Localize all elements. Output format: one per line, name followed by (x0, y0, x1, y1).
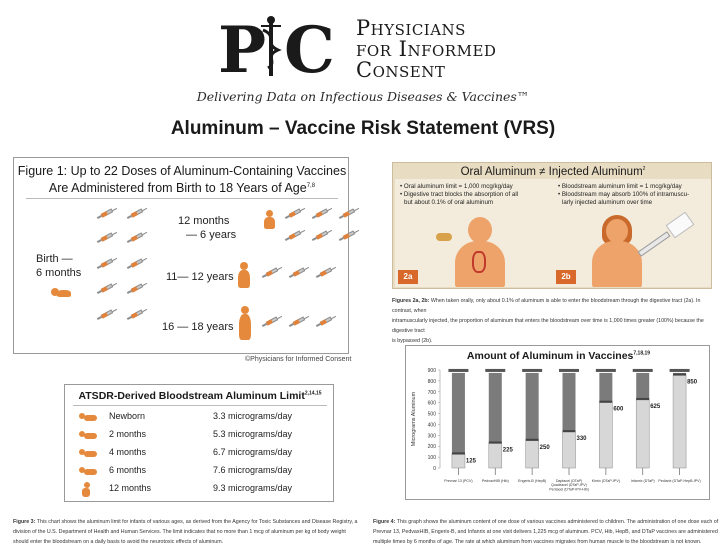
figure1-title (14, 164, 350, 196)
label-birth (36, 252, 81, 280)
logo-letter-c: C (284, 13, 331, 82)
figure3-caption-label: Figure 3: (13, 519, 36, 525)
label-birth-line1: Birth — (36, 253, 73, 265)
syringe-icon (126, 255, 148, 271)
syringe-plunger-cap (448, 369, 468, 372)
syringe-icon (126, 229, 148, 245)
caduceus-icon (261, 16, 281, 76)
y-axis-label: Micrograms Aluminum (411, 391, 417, 447)
chart-title (406, 350, 711, 362)
page-title: Aluminum – Vaccine Risk Statement (VRS) (170, 118, 556, 139)
syringe-icon (288, 264, 310, 280)
y-tick-label: 700 (427, 389, 436, 396)
syringe-stopper (563, 430, 576, 432)
org-name-line2: for Informed (356, 37, 497, 61)
row-age: 2 months (109, 429, 147, 439)
syringe-icon (96, 280, 118, 296)
syringe-barrel-empty (452, 373, 465, 454)
tagline: Delivering Data on Infectious Diseases & Vaccines™ (196, 89, 530, 104)
y-tick-label: 900 (427, 368, 436, 374)
syringe-icon (638, 231, 671, 257)
syringe-icon (126, 306, 148, 322)
x-tick-label-line: Pentacel (DTaP-IPV-Hib) (549, 487, 589, 492)
syringe-icon (126, 205, 148, 221)
row-age: Newborn (109, 411, 146, 421)
syringe-plunger-cap (485, 369, 505, 372)
oral-panel-2a (395, 179, 553, 287)
stomach-icon (472, 251, 486, 273)
x-tick-label: Pediarix (DTaP-HepB-IPV) (658, 479, 701, 483)
row-limit: 5.3 micrograms/day (213, 429, 293, 439)
syringe-plunger-cap (633, 369, 653, 372)
label-12m-line2: — 6 years (186, 229, 237, 241)
x-tick-label: Prevnar 13 (PCV) (444, 479, 473, 483)
syringe-icon (96, 229, 118, 245)
bar (452, 454, 465, 468)
bar (636, 400, 649, 468)
y-tick-label: 400 (427, 422, 436, 429)
figure1-title-line1: Figure 1: Up to 22 Doses of Aluminum-Containing Vaccines (17, 164, 347, 178)
syringe-plunger-cap (559, 369, 579, 372)
syringe-icon (96, 306, 118, 322)
data-label: 600 (613, 406, 624, 413)
bar (599, 403, 612, 468)
bullet: • Digestive tract blocks the absorption of all (400, 191, 519, 198)
oral-bullets-2b (558, 183, 689, 207)
row-age: 6 months (109, 465, 147, 475)
y-tick-label: 200 (427, 444, 436, 451)
infant-icon (79, 448, 99, 458)
row-limit: 9.3 micrograms/day (213, 483, 293, 493)
figure1-doses-panel (13, 157, 349, 354)
figure2-caption-label: Figures 2a, 2b: (392, 298, 430, 304)
table-row (73, 481, 327, 498)
figure2-caption-line3: is bypassed (2b). (392, 338, 433, 344)
data-label: 125 (465, 458, 476, 465)
syringe-icon (284, 227, 306, 243)
row-limit: 3.3 micrograms/day (213, 411, 293, 421)
syringe-barrel-empty (489, 373, 502, 444)
data-label: 850 (687, 379, 698, 386)
label-11y: 11— 12 years (166, 271, 234, 283)
table-row (73, 427, 327, 444)
figure3-caption (13, 517, 363, 547)
syringe-stopper (673, 373, 686, 375)
syringe-icon (315, 313, 337, 329)
label-birth-line2: 6 months (36, 267, 82, 279)
figure4-caption-label: Figure 4: (373, 519, 396, 525)
data-label: 330 (576, 436, 587, 443)
y-tick-label: 600 (427, 400, 436, 407)
row-age: 4 months (109, 447, 147, 457)
food-icon (436, 233, 452, 241)
oral-bullets-2a (400, 183, 518, 207)
syringe-icon (338, 205, 360, 221)
bar (563, 432, 576, 468)
y-tick-label: 300 (427, 433, 436, 440)
label-16y: 16 — 18 years (162, 321, 234, 333)
x-tick-label-line: Daptacel (DTaP) (555, 479, 583, 483)
table-row (73, 409, 327, 426)
infant-icon (79, 412, 99, 422)
y-tick-label: 0 (433, 466, 436, 472)
atsdr-limit-table (64, 384, 334, 502)
figure1-divider (26, 198, 338, 199)
figure3-caption-line1: This chart shows the aluminum limit for infants of various ages, as derived from the Agency for Toxic Substances and Disease Registry, a (36, 519, 358, 525)
chart-title-text: Amount of Aluminum in Vaccines (466, 350, 634, 362)
figure2-caption-line2: intramuscularly injected, the proportion of aluminum that enters the bloodstream over time is 1,000 times greater (100%) because the digestive tract (392, 318, 704, 334)
x-tick-label-line: Quadracel (DTaP-IPV) (551, 483, 587, 488)
oral-title-refs: 2 (642, 166, 646, 173)
syringe-barrel-empty (636, 373, 649, 400)
tag-2b: 2b (556, 270, 576, 284)
atsdr-title (65, 390, 335, 402)
syringe-stopper (452, 452, 465, 454)
tag-2a: 2a (398, 270, 418, 284)
bullet: • Bloodstream may absorb 100% of intramuscu- (558, 191, 690, 198)
atsdr-divider (73, 405, 327, 406)
figure4-caption (373, 517, 723, 547)
syringe-icon (261, 313, 283, 329)
syringe-icon (338, 227, 360, 243)
oral-vs-injected-panel (392, 162, 712, 289)
syringe-stopper (636, 398, 649, 400)
label-12m-line1: 12 months (178, 215, 230, 227)
figure1-title-line2: Are Administered from Birth to 18 Years of Age (48, 181, 307, 196)
syringe-plunger-cap (670, 369, 690, 372)
row-age: 12 months (109, 483, 152, 493)
x-tick-label: Engerix-B (HepB) (518, 479, 547, 483)
data-label: 225 (502, 447, 513, 454)
infant-icon (79, 466, 99, 476)
table-row (73, 463, 327, 480)
bar (673, 375, 686, 468)
syringe-icon (315, 264, 337, 280)
syringe-barrel-empty (563, 373, 576, 432)
y-tick-label: 100 (427, 455, 436, 462)
syringe-stopper (599, 401, 612, 403)
oral-title (393, 166, 713, 178)
oral-panel-2b (553, 179, 711, 287)
logo-mark (218, 12, 352, 96)
bullet: larly injected aluminum over time (562, 199, 653, 206)
bullet: • Bloodstream aluminum limit = 1 mcg/kg/day (558, 183, 682, 190)
pic-logo-mark-svg (218, 12, 352, 82)
bar (526, 441, 539, 468)
syringe-icon (288, 313, 310, 329)
infant-icon (79, 430, 99, 440)
chart-title-refs: 7,18,19 (633, 350, 651, 357)
syringe-icon (284, 205, 306, 221)
syringe-barrel-empty (599, 373, 612, 403)
syringe-plunger-cap (596, 369, 616, 372)
syringe-stopper (526, 439, 539, 441)
bullet: • Oral aluminum limit = 1,000 mcg/kg/day (400, 183, 513, 190)
row-limit: 6.7 micrograms/day (213, 447, 293, 457)
syringe-stopper (489, 442, 502, 444)
figure3-caption-line2: division of the U.S. Department of Health and Human Services. The limit indicates that no more than 1 mcg of aluminum per kg of body weight (13, 529, 346, 535)
syringe-icon (96, 205, 118, 221)
data-label: 250 (539, 444, 550, 451)
y-tick-label: 800 (427, 378, 436, 385)
data-label: 625 (650, 403, 661, 410)
org-name (356, 18, 496, 81)
syringe-icon (311, 205, 333, 221)
syringe-barrel-empty (526, 373, 539, 441)
figure4-caption-line1: This graph shows the aluminum content of one dose of various vaccines administered to children. The administration of one dose each of (396, 519, 719, 525)
atsdr-title-text: ATSDR-Derived Bloodstream Aluminum Limit (78, 390, 305, 402)
syringe-icon (126, 280, 148, 296)
figure4-aluminum-chart (405, 345, 710, 500)
figure3-caption-line3: should enter the bloodstream on a daily basis to avoid the neurotoxic effects of aluminum. (13, 539, 224, 545)
syringe-icon (96, 255, 118, 271)
org-name-line1: Physicians (356, 16, 466, 40)
y-tick-label: 500 (427, 411, 436, 418)
logo-letter-p: P (218, 13, 263, 82)
figure2-caption (392, 296, 722, 346)
x-tick-label (549, 479, 589, 491)
pic-logo (218, 12, 518, 82)
row-limit: 7.6 micrograms/day (213, 465, 293, 475)
figure1-title-refs: 7,8 (306, 183, 316, 189)
table-row (73, 445, 327, 462)
bullet: but about 0.1% of oral aluminum (404, 199, 494, 206)
x-tick-label: Infanrix (DTaP) (630, 479, 655, 483)
syringe-icon (261, 264, 283, 280)
figure4-caption-line2: Prevnar 13, PedvaxHIB, Engerix-B, and Infanrix at one visit delivers 1,225 mcg of aluminum. PCV, Hib, HepB, and DTaP vaccines are administered (373, 529, 718, 535)
toddler-icon (79, 484, 99, 494)
atsdr-title-refs: 2,14,15 (304, 390, 322, 397)
figure1-credit: ©Physicians for Informed Consent (245, 356, 352, 363)
bar (489, 444, 502, 469)
org-name-line3: Consent (356, 58, 446, 82)
x-tick-label: PedvaxHIB (Hib) (481, 479, 509, 483)
syringe-plunger-cap (522, 369, 542, 372)
label-12m (178, 214, 236, 242)
oral-title-text: Oral Aluminum ≠ Injected Aluminum (460, 166, 643, 178)
syringe-icon (311, 227, 333, 243)
chart-svg (406, 364, 711, 501)
figure2-caption-line1: When taken orally, only about 0.1% of aluminum is able to enter the bloodstream through the digestive tract (2a). In contrast, when (392, 298, 701, 314)
x-tick-label: Kinrix (DTaP-IPV) (591, 479, 620, 483)
figure4-caption-line3: multiple times by 6 months of age. The rate at which aluminum from vaccines migrates from human muscle to the bloodstream is not known. (373, 539, 702, 545)
